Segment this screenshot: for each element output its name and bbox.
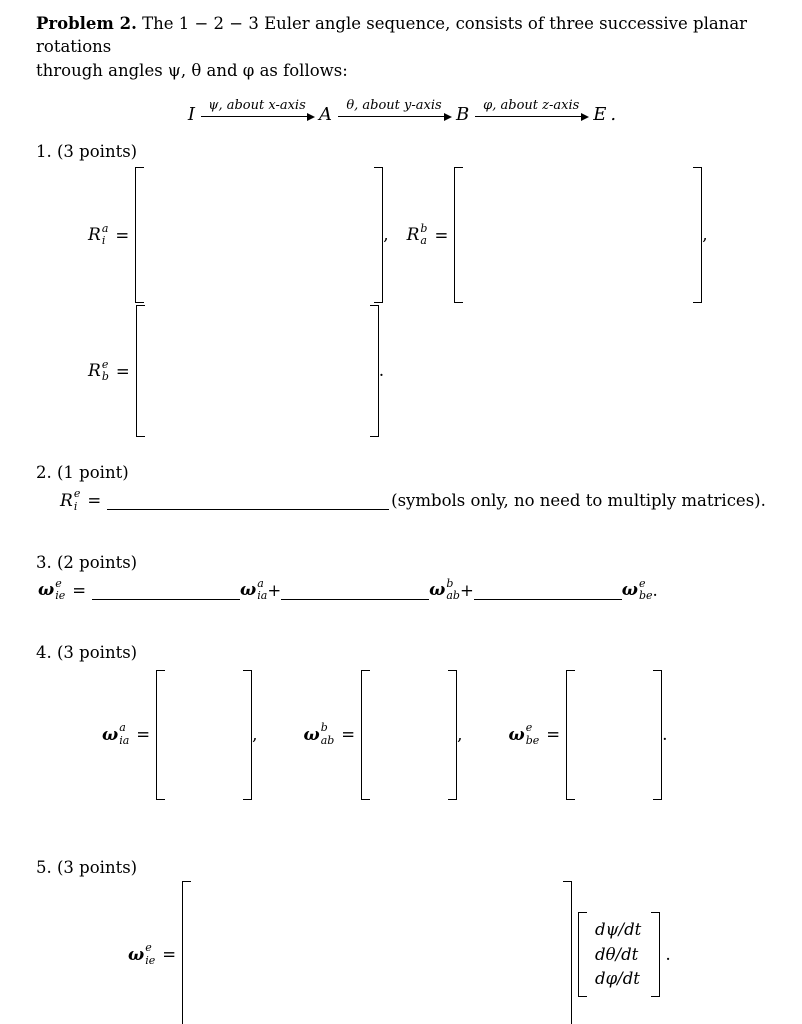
empty-matrix-Rab — [454, 167, 702, 303]
arrow-theta — [338, 98, 450, 124]
comma: , — [702, 225, 708, 246]
right-bracket — [374, 167, 383, 303]
arrow-psi-label: ψ, about x-axis — [208, 98, 306, 114]
period: . — [665, 944, 671, 965]
symbol-base: R — [88, 361, 101, 382]
subscript: ie — [55, 589, 66, 603]
period: . — [378, 361, 385, 382]
frame-E: E — [593, 104, 607, 126]
answer-blank — [474, 597, 622, 600]
matrix-row-1a — [88, 167, 768, 303]
right-bracket — [370, 305, 379, 437]
superscript: b — [446, 576, 454, 590]
symbol-scripts — [639, 578, 653, 603]
comma: , — [252, 724, 258, 745]
arrow-theta-label: θ, about y-axis — [346, 98, 442, 114]
superscript: e — [73, 487, 81, 501]
symbol-scripts — [102, 359, 109, 384]
matrix-label-Ria — [88, 223, 135, 248]
part-3-label: 3. (2 points) — [36, 552, 138, 572]
matrix-label-Rab — [407, 223, 455, 248]
symbol-base: R — [406, 225, 420, 246]
equals-sign: = — [341, 725, 356, 745]
subscript: ie — [145, 953, 156, 967]
answer-blank — [92, 597, 240, 600]
problem-text-line2: through angles ψ, θ and φ as follows: — [36, 60, 348, 80]
equals-sign: = — [136, 725, 151, 745]
subscript: ia — [257, 589, 268, 603]
superscript: e — [55, 576, 62, 590]
symbol-omega-ie — [38, 578, 92, 603]
symbol-Rie — [60, 488, 107, 513]
vector-entries — [587, 912, 651, 998]
superscript: a — [119, 721, 126, 735]
left-bracket — [182, 881, 191, 1024]
matrix-row-5 — [128, 881, 768, 1024]
symbol-base: ω — [621, 580, 638, 601]
arrow-psi — [201, 98, 313, 124]
part-1-label: 1. (3 points) — [36, 142, 138, 162]
equals-sign: = — [162, 945, 177, 965]
symbol-base: ω — [128, 944, 145, 965]
right-bracket — [653, 670, 662, 800]
equals-sign: = — [434, 225, 449, 245]
symbol-base: R — [60, 490, 73, 511]
right-bracket — [448, 670, 457, 800]
symbol-base: ω — [240, 580, 257, 601]
equals-sign: = — [72, 580, 87, 600]
subscript: ab — [446, 589, 460, 603]
period: . — [652, 580, 658, 600]
symbol-base: ω — [38, 580, 55, 601]
symbol-scripts — [119, 722, 129, 747]
left-bracket — [156, 670, 165, 800]
symbol-scripts — [74, 488, 81, 513]
matrix-label-omega-ie — [128, 942, 182, 967]
left-bracket — [578, 912, 587, 998]
vector-entry: dθ/dt — [595, 944, 639, 964]
symbol-scripts — [420, 223, 427, 248]
part-3-equation — [38, 578, 768, 603]
subscript: ia — [119, 733, 130, 747]
subscript: a — [420, 234, 427, 248]
right-arrow-icon — [201, 116, 313, 117]
symbol-scripts — [145, 942, 155, 967]
diagram-period: . — [610, 104, 617, 126]
symbol-scripts — [102, 223, 109, 248]
left-bracket — [361, 670, 370, 800]
symbol-omega-be — [622, 578, 658, 603]
frame-A: A — [319, 104, 332, 126]
equals-sign: = — [546, 725, 561, 745]
equals-sign: = — [115, 225, 130, 245]
left-bracket — [454, 167, 463, 303]
symbol-omega-ia — [240, 578, 281, 603]
symbol-scripts — [257, 578, 267, 603]
symbol-scripts — [526, 722, 540, 747]
matrix-label-omega-ab — [304, 722, 362, 747]
left-bracket — [136, 305, 145, 437]
right-bracket — [651, 912, 660, 998]
left-bracket — [135, 167, 144, 303]
symbol-base: ω — [429, 580, 446, 601]
superscript: e — [101, 357, 109, 371]
empty-matrix-omega-be — [566, 670, 662, 800]
problem-text-line1: The 1 − 2 − 3 Euler angle sequence, consists of three successive planar rotations — [36, 14, 748, 57]
subscript: ab — [320, 733, 335, 747]
comma: , — [383, 225, 389, 246]
problem-statement — [36, 12, 768, 82]
empty-matrix-omega-ie — [182, 881, 572, 1024]
superscript: e — [638, 576, 646, 590]
subscript: i — [101, 234, 106, 248]
superscript: e — [525, 721, 533, 735]
matrix-row-4 — [102, 670, 768, 800]
right-arrow-icon — [338, 116, 450, 117]
equals-sign: = — [115, 361, 130, 381]
plus-sign: + — [267, 580, 282, 600]
symbol-base: ω — [102, 724, 119, 745]
empty-matrix-Ria — [135, 167, 383, 303]
answer-blank — [107, 507, 389, 510]
problem-part-5 — [36, 858, 768, 1024]
right-bracket — [693, 167, 702, 303]
right-bracket — [563, 881, 572, 1024]
part-2-label: 2. (1 point) — [36, 463, 129, 483]
problem-part-4 — [36, 643, 768, 800]
empty-matrix-Rbe — [136, 305, 379, 437]
right-arrow-icon — [475, 116, 587, 117]
left-bracket — [566, 670, 575, 800]
plus-sign: + — [459, 580, 474, 600]
superscript: e — [145, 941, 152, 955]
symbol-scripts — [321, 722, 335, 747]
frame-I: I — [187, 104, 195, 126]
period: . — [662, 724, 668, 745]
subscript: be — [525, 733, 540, 747]
symbol-base: R — [88, 225, 101, 246]
problem-number: Problem 2. — [36, 14, 137, 33]
matrix-label-omega-ia — [102, 722, 156, 747]
symbol-scripts — [55, 578, 65, 603]
right-bracket — [243, 670, 252, 800]
empty-matrix-omega-ia — [156, 670, 252, 800]
superscript: a — [101, 221, 109, 235]
arrow-phi-label: φ, about z-axis — [483, 98, 580, 114]
superscript: b — [320, 721, 328, 735]
equals-sign: = — [87, 491, 102, 511]
part-2-note: (symbols only, no need to multiply matrices). — [391, 490, 766, 510]
superscript: a — [257, 576, 264, 590]
vector-entry: dφ/dt — [595, 969, 640, 989]
problem-part-2 — [36, 463, 768, 513]
part-5-label: 5. (3 points) — [36, 857, 138, 877]
subscript: i — [73, 499, 78, 513]
symbol-base: ω — [508, 724, 525, 745]
problem-statement-line1 — [36, 12, 768, 82]
empty-matrix-omega-ab — [361, 670, 457, 800]
superscript: b — [420, 221, 428, 235]
subscript: be — [638, 589, 653, 603]
comma: , — [457, 724, 463, 745]
answer-blank — [281, 597, 429, 600]
problem-part-3 — [36, 553, 768, 603]
subscript: b — [101, 370, 109, 384]
arrow-phi — [475, 98, 587, 124]
angle-rates-vector — [578, 912, 660, 998]
matrix-row-1b — [88, 305, 768, 437]
rotation-sequence-diagram — [36, 98, 768, 124]
part-2-equation — [60, 488, 768, 513]
problem-part-1 — [36, 142, 768, 437]
part-4-label: 4. (3 points) — [36, 642, 138, 662]
symbol-omega-ab — [429, 578, 474, 603]
vector-entry: dψ/dt — [595, 919, 642, 939]
symbol-base: ω — [303, 724, 320, 745]
matrix-label-Rbe — [88, 359, 136, 384]
symbol-scripts — [446, 578, 460, 603]
frame-B: B — [456, 104, 470, 126]
matrix-label-omega-be — [509, 722, 567, 747]
